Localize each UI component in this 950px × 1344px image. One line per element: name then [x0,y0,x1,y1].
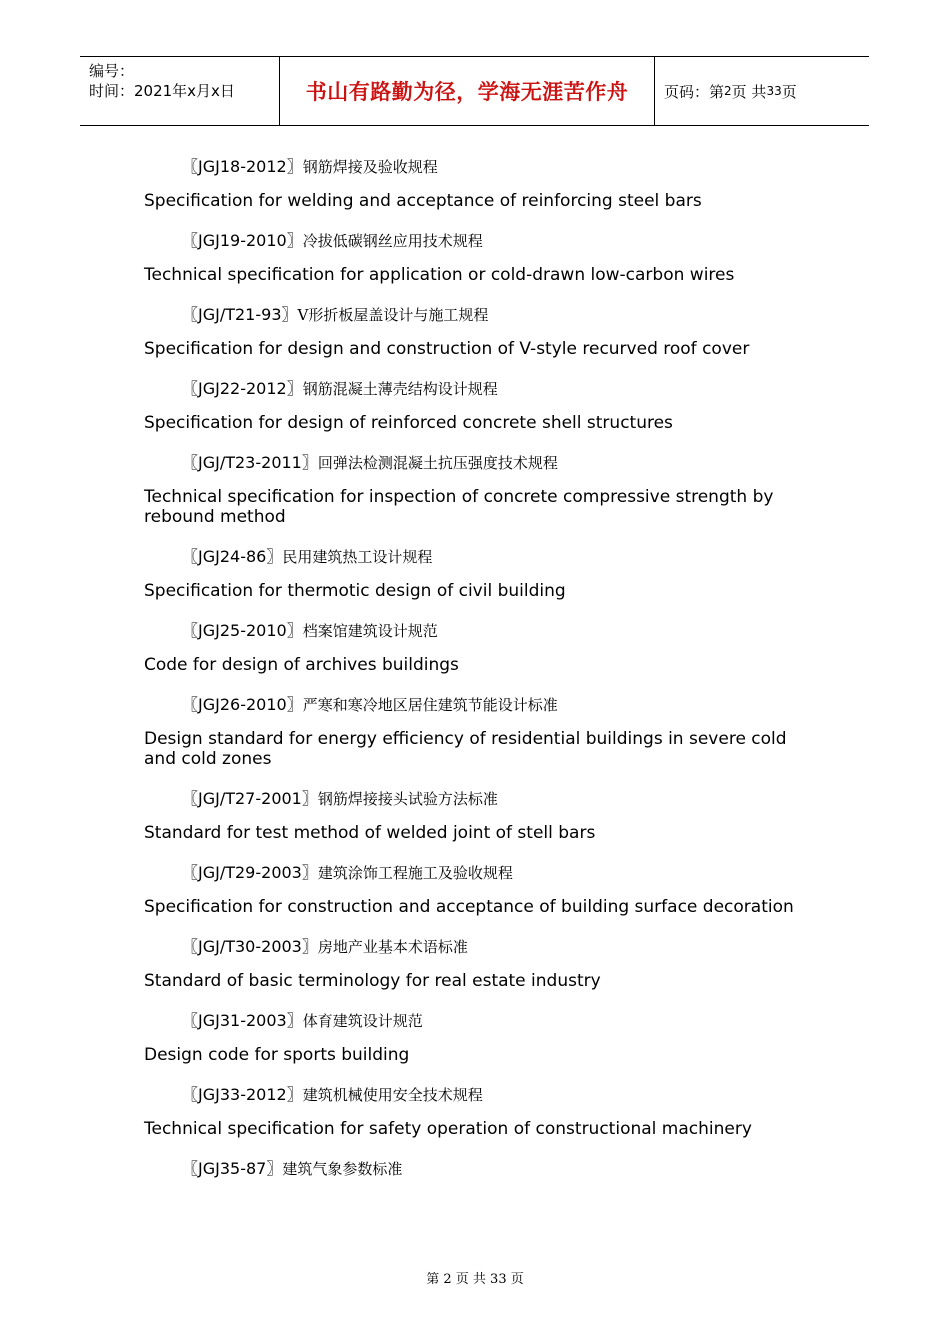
standard-entry [144,450,804,527]
standard-code-line [144,786,804,812]
standard-code-line [144,376,804,402]
standard-code-line [144,450,804,476]
standard-english-title: Design code for sports building [144,1045,410,1065]
standards-list [144,154,804,1193]
standard-entry [144,786,804,843]
standard-chinese-title: V形折板屋盖设计与施工规程 [297,306,489,324]
header-meta [80,57,280,125]
standard-code: 〖JGJ/T30-2003〗 [182,937,318,956]
standard-entry [144,1156,804,1182]
standard-english-title: Technical specification for application or cold-drawn low-carbon wires [144,265,735,285]
header-motto: 书山有路勤为径，学海无涯苦作舟 [280,57,655,125]
standard-entry [144,860,804,917]
standard-code-line [144,618,804,644]
standard-code: 〖JGJ24-86〗 [182,547,283,566]
standard-chinese-title: 建筑气象参数标准 [282,1160,403,1178]
standard-entry [144,1082,804,1139]
standard-code: 〖JGJ/T21-93〗 [182,305,298,324]
page-total: 33 [766,84,782,98]
standard-code-line [144,154,804,180]
standard-code-line [144,302,804,328]
standard-code: 〖JGJ/T27-2001〗 [182,789,318,808]
header-page-info [655,57,869,125]
page-number: 2 [724,84,732,98]
standard-chinese-title: 体育建筑设计规范 [302,1012,423,1030]
standard-code-line [144,692,804,718]
standard-chinese-title: 民用建筑热工设计规程 [282,548,433,566]
page-header [80,56,869,126]
page-mid: 页 共 [731,82,767,101]
standard-code-line [144,544,804,570]
standard-code: 〖JGJ22-2012〗 [182,379,303,398]
standard-english-title: Standard of basic terminology for real estate industry [144,971,601,991]
document-time-label: 时间：2021年x月x日 [89,82,235,100]
standard-entry [144,1008,804,1065]
standard-entry [144,376,804,433]
standard-code-line [144,934,804,960]
page-footer: 第 2 页 共 33 页 [426,1272,524,1287]
standard-code: 〖JGJ18-2012〗 [182,157,303,176]
page-prefix: 页码：第 [664,82,725,101]
standard-code-line [144,1008,804,1034]
standard-chinese-title: 房地产业基本术语标准 [317,938,468,956]
standard-chinese-title: 档案馆建筑设计规范 [302,622,438,640]
standard-chinese-title: 严寒和寒冷地区居住建筑节能设计标准 [302,696,558,714]
standard-code: 〖JGJ31-2003〗 [182,1011,303,1030]
standard-english-title: Technical specification for inspection of concrete compressive strength by rebound method [144,487,774,527]
standard-chinese-title: 冷拔低碳钢丝应用技术规程 [302,232,483,250]
standard-code-line [144,1082,804,1108]
standard-chinese-title: 钢筋焊接接头试验方法标准 [317,790,498,808]
standard-code-line [144,1156,804,1182]
standard-code-line [144,860,804,886]
standard-english-title: Specification for welding and acceptance of reinforcing steel bars [144,191,702,211]
standard-english-title: Specification for design and construction of V-style recurved roof cover [144,339,750,359]
standard-english-title: Technical specification for safety operation of constructional machinery [144,1119,752,1139]
standard-chinese-title: 建筑机械使用安全技术规程 [302,1086,483,1104]
standard-english-title: Specification for thermotic design of civil building [144,581,566,601]
standard-english-title: Specification for construction and acceptance of building surface decoration [144,897,794,917]
standard-code: 〖JGJ35-87〗 [182,1159,283,1178]
document-number-label: 编号： [89,62,135,80]
standard-entry [144,228,804,285]
standard-entry [144,934,804,991]
standard-chinese-title: 钢筋焊接及验收规程 [302,158,438,176]
standard-chinese-title: 钢筋混凝土薄壳结构设计规程 [302,380,498,398]
standard-chinese-title: 回弹法检测混凝土抗压强度技术规程 [317,454,558,472]
standard-code: 〖JGJ33-2012〗 [182,1085,303,1104]
standard-code-line [144,228,804,254]
standard-code: 〖JGJ25-2010〗 [182,621,303,640]
standard-chinese-title: 建筑涂饰工程施工及验收规程 [317,864,513,882]
standard-code: 〖JGJ/T29-2003〗 [182,863,318,882]
standard-english-title: Design standard for energy efficiency of residential buildings in severe cold and cold zones [144,729,787,769]
standard-english-title: Code for design of archives buildings [144,655,459,675]
standard-code: 〖JGJ/T23-2011〗 [182,453,318,472]
standard-entry [144,154,804,211]
standard-english-title: Specification for design of reinforced concrete shell structures [144,413,673,433]
standard-entry [144,544,804,601]
standard-entry [144,618,804,675]
standard-code: 〖JGJ26-2010〗 [182,695,303,714]
standard-code: 〖JGJ19-2010〗 [182,231,303,250]
page-suffix: 页 [781,82,797,101]
standard-entry [144,302,804,359]
standard-entry [144,692,804,769]
standard-english-title: Standard for test method of welded joint of stell bars [144,823,596,843]
